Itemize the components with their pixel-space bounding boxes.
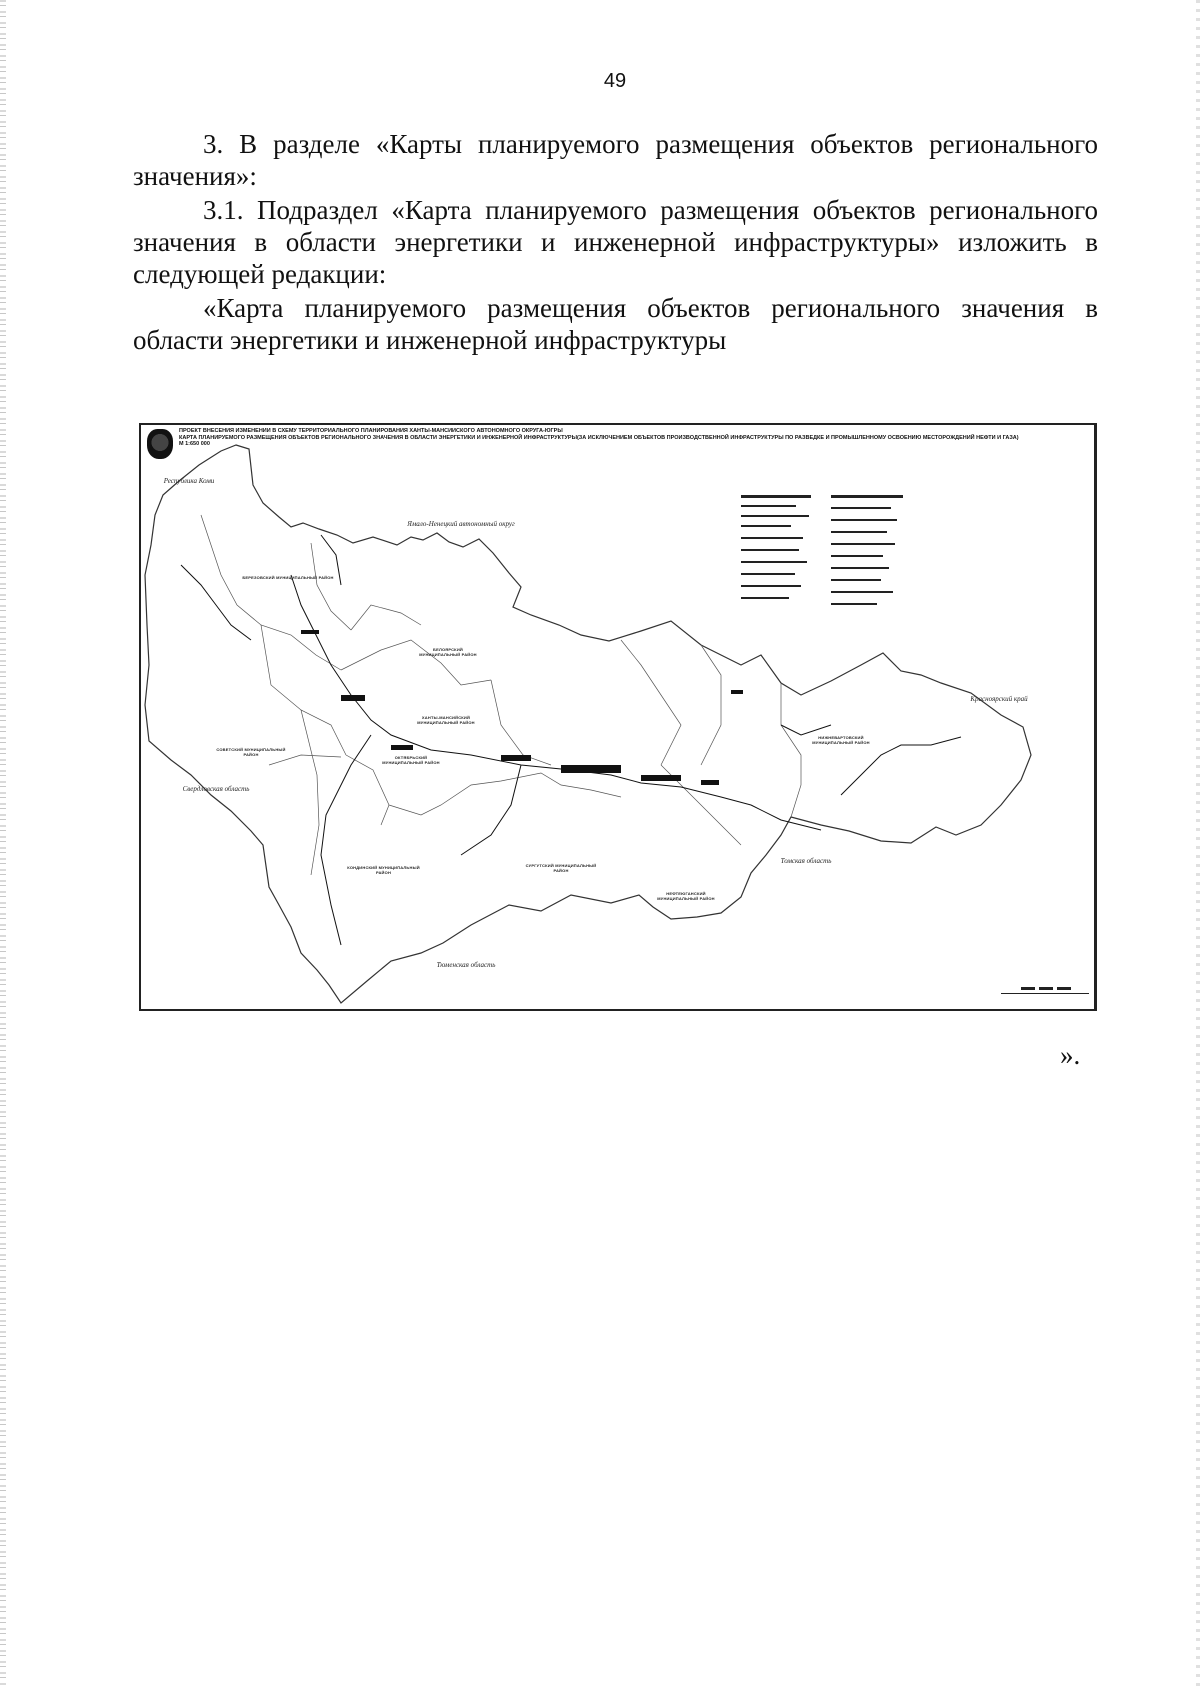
district-label-kondinsky: КОНДИНСКИЙ МУНИЦИПАЛЬНЫЙ РАЙОН: [347, 865, 420, 875]
district-label-khanty: ХАНТЫ-МАНСИЙСКИЙ МУНИЦИПАЛЬНЫЙ РАЙОН: [417, 715, 475, 725]
neighbor-label-krasnoyarsk: Красноярский край: [970, 695, 1028, 703]
scan-edge-right: [1196, 0, 1200, 1686]
map-figure: [139, 423, 1097, 1011]
district-label-sovetsky: СОВЕТСКИЙ МУНИЦИПАЛЬНЫЙ РАЙОН: [216, 747, 286, 757]
map-scale: М 1:650 000: [179, 441, 210, 447]
paragraph-section-3: [133, 128, 1098, 192]
paragraph-subsection-3-1: [133, 194, 1098, 290]
district-label-nefteyugansky: НЕФТЕЮГАНСКИЙ МУНИЦИПАЛЬНЫЙ РАЙОН: [657, 891, 715, 901]
map-title-text: ПРОЕКТ ВНЕСЕНИЯ ИЗМЕНЕНИЙ В СХЕМУ ТЕРРИТОРИАЛЬНОГО ПЛАНИРОВАНИЯ ХАНТЫ-МАНСИЙСКОГО АВТОНОМНОГО ОКРУГА-ЮГРЫ: [179, 428, 563, 434]
scan-edge-left: [0, 0, 6, 1686]
neighbor-label-tyumen: Тюменская область: [436, 961, 496, 969]
district-label-beloyarsky: БЕЛОЯРСКИЙ МУНИЦИПАЛЬНЫЙ РАЙОН: [419, 647, 477, 657]
page-number: 49: [603, 70, 627, 92]
okrug-boundary: [145, 445, 1031, 1003]
paragraph-map-caption: [133, 292, 1098, 356]
paragraph-text: 3.1. Подраздел «Карта планируемого размещения объектов регионального значения в области энергетики и инженерной инфраструктуры» изложить в следующей редакции:: [133, 195, 1098, 289]
map-legend: [741, 495, 903, 605]
paragraph-text: «Карта планируемого размещения объектов регионального значения в области энергетики и инженерной инфраструктуры: [133, 293, 1098, 355]
scale-bar: [1001, 987, 1089, 994]
district-borders: [201, 515, 801, 875]
neighbor-label-sverdlovsk: Свердловская область: [182, 785, 250, 793]
district-label-surgutsky: СУРГУТСКИЙ МУНИЦИПАЛЬНЫЙ РАЙОН: [525, 863, 597, 873]
map-title: [179, 428, 1079, 448]
district-label-oktyabrsky: ОКТЯБРЬСКИЙ МУНИЦИПАЛЬНЫЙ РАЙОН: [382, 755, 440, 765]
map-drawing: [141, 425, 1097, 1011]
map-subtitle: КАРТА ПЛАНИРУЕМОГО РАЗМЕЩЕНИЯ ОБЪЕКТОВ РЕГИОНАЛЬНОГО ЗНАЧЕНИЯ В ОБЛАСТИ ЭНЕРГЕТИКИ И ИНЖЕНЕРНОЙ ИНФРАСТРУКТУРЫ(ЗА ИСКЛЮЧЕНИЕМ ОБЪЕКТОВ ПРОИЗВОДСТВЕННОЙ ИНФРАСТРУКТУРЫ ПО РАЗВЕДКЕ И ПРОМЫШЛЕННОМУ ОСВОЕНИЮ МЕСТОРОЖДЕНИЙ НЕФТИ И ГАЗА): [179, 434, 1019, 441]
neighbor-label-tomsk: Томская область: [780, 857, 832, 865]
closing-quote: ».: [1060, 1040, 1081, 1070]
neighbor-label-komi: Республика Коми: [163, 477, 215, 485]
settlement-clusters: [301, 630, 743, 785]
district-label-nizhnevartovsky: НИЖНЕВАРТОВСКИЙ МУНИЦИПАЛЬНЫЙ РАЙОН: [812, 735, 870, 745]
okrug-emblem-icon: [147, 429, 173, 459]
district-label-berezovsky: БЕРЕЗОВСКИЙ МУНИЦИПАЛЬНЫЙ РАЙОН: [242, 575, 334, 580]
paragraph-text: 3. В разделе «Карты планируемого размещения объектов регионального значения»:: [133, 129, 1098, 191]
neighbor-label-yanao: Ямало-Ненецкий автономный округ: [407, 520, 515, 528]
